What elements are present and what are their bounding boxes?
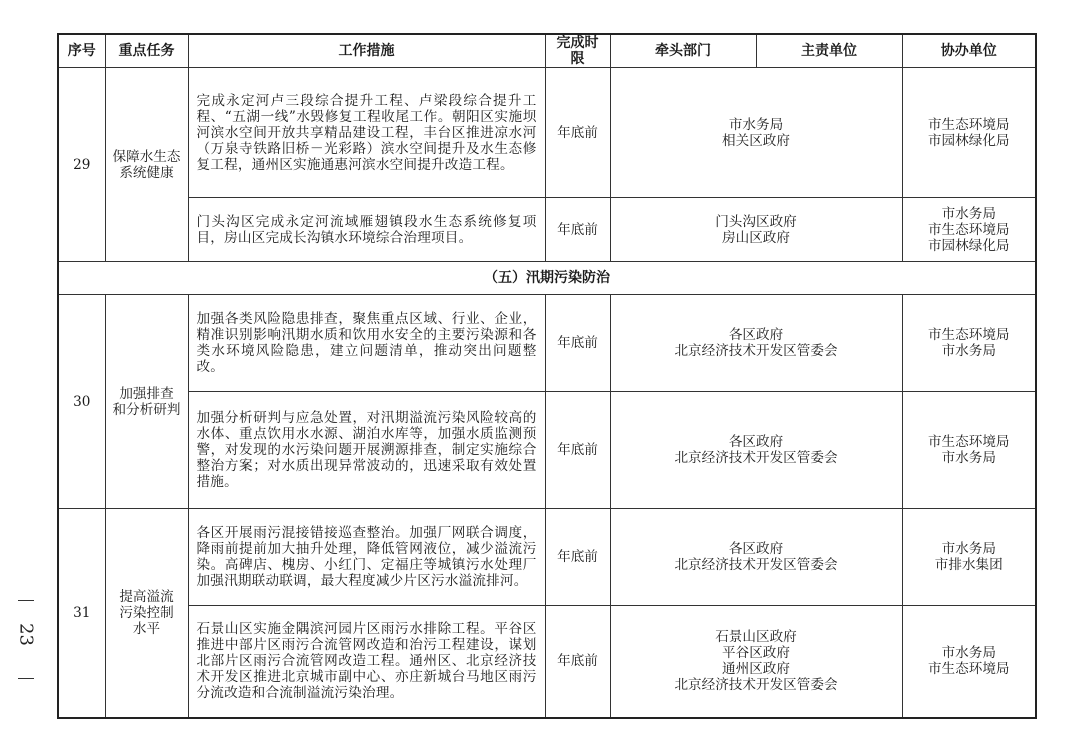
header-measures: 工作措施 — [188, 34, 545, 68]
row-measure: 加强分析研判与应急处置，对汛期溢流污染风险较高的水体、重点饮用水水源、湖泊水库等，加强水质监测预警，对发现的水污染问题开展溯源排查，制定实施综合整治方案；对水质出现异常波动的，迅速采取有效处置措施。 — [188, 392, 545, 509]
table-row — [58, 509, 1036, 606]
row-measure: 加强各类风险隐患排查，聚焦重点区域、行业、企业，精准识别影响汛期水质和饮用水安全的主要污染源和各类水环境风险隐患，建立问题清单，推动突出问题整改。 — [188, 295, 545, 392]
row-assist: 市水务局 市生态环境局 — [902, 606, 1036, 718]
row-task: 加强排查 和分析研判 — [105, 295, 188, 509]
section-row — [58, 262, 1036, 295]
header-seq: 序号 — [58, 34, 105, 68]
row-measure: 门头沟区完成永定河流域雁翅镇段水生态系统修复项目，房山区完成长沟镇水环境综合治理项目。 — [188, 198, 545, 262]
row-assist: 市水务局 市排水集团 — [902, 509, 1036, 606]
header-resp-unit: 主责单位 — [756, 34, 902, 68]
row-seq: 30 — [58, 295, 105, 509]
row-responsible: 各区政府 北京经济技术开发区管委会 — [610, 392, 902, 509]
row-responsible: 各区政府 北京经济技术开发区管委会 — [610, 509, 902, 606]
row-seq: 31 — [58, 509, 105, 718]
row-responsible: 门头沟区政府 房山区政府 — [610, 198, 902, 262]
table-row — [58, 392, 1036, 509]
page-number — [8, 590, 44, 700]
row-responsible: 石景山区政府 平谷区政府 通州区政府 北京经济技术开发区管委会 — [610, 606, 902, 718]
row-deadline: 年底前 — [545, 295, 610, 392]
row-assist: 市生态环境局 市水务局 — [902, 392, 1036, 509]
row-deadline: 年底前 — [545, 509, 610, 606]
divider — [18, 678, 34, 679]
table-row — [58, 606, 1036, 718]
table-row — [58, 295, 1036, 392]
row-assist: 市水务局 市生态环境局 市园林绿化局 — [902, 198, 1036, 262]
header-task: 重点任务 — [105, 34, 188, 68]
row-responsible: 市水务局 相关区政府 — [610, 68, 902, 198]
row-measure: 完成永定河卢三段综合提升工程、卢梁段综合提升工程、“五湖一线”水毁修复工程收尾工作。朝阳区实施坝河滨水空间开放共享精品建设工程，丰台区推进凉水河（万泉寺铁路旧桥－光彩路）滨水空间提升及水生态修复工程，通州区实施通惠河滨水空间提升改造工程。 — [188, 68, 545, 198]
header-assist: 协办单位 — [902, 34, 1036, 68]
row-task: 提高溢流 污染控制 水平 — [105, 509, 188, 718]
row-responsible: 各区政府 北京经济技术开发区管委会 — [610, 295, 902, 392]
row-assist: 市生态环境局 市园林绿化局 — [902, 68, 1036, 198]
table-row — [58, 68, 1036, 198]
row-deadline: 年底前 — [545, 392, 610, 509]
divider — [18, 600, 34, 601]
header-deadline: 完成时限 — [545, 34, 610, 68]
row-deadline: 年底前 — [545, 606, 610, 718]
row-task: 保障水生态 系统健康 — [105, 68, 188, 262]
row-deadline: 年底前 — [545, 198, 610, 262]
section-title: （五）汛期污染防治 — [58, 262, 1036, 295]
page-number-text: 23 — [15, 623, 37, 646]
header-lead-dept: 牵头部门 — [610, 34, 756, 68]
table-row — [58, 198, 1036, 262]
row-measure: 石景山区实施金隅滨河园片区雨污水排除工程。平谷区推进中部片区雨污合流管网改造和治污工程建设，谋划北部片区雨污合流管网改造工程。通州区、北京经济技术开发区推进北京城市副中心、亦庄新城台马地区雨污分流改造和合流制溢流污染治理。 — [188, 606, 545, 718]
row-seq: 29 — [58, 68, 105, 262]
row-deadline: 年底前 — [545, 68, 610, 198]
row-assist: 市生态环境局 市水务局 — [902, 295, 1036, 392]
row-measure: 各区开展雨污混接错接巡查整治。加强厂网联合调度，降雨前提前加大抽升处理，降低管网液位，减少溢流污染。高碑店、槐房、小红门、定福庄等城镇污水处理厂加强汛期联动联调，最大程度减少片区污水溢流排河。 — [188, 509, 545, 606]
task-table — [57, 33, 1037, 719]
header-row — [58, 34, 1036, 68]
